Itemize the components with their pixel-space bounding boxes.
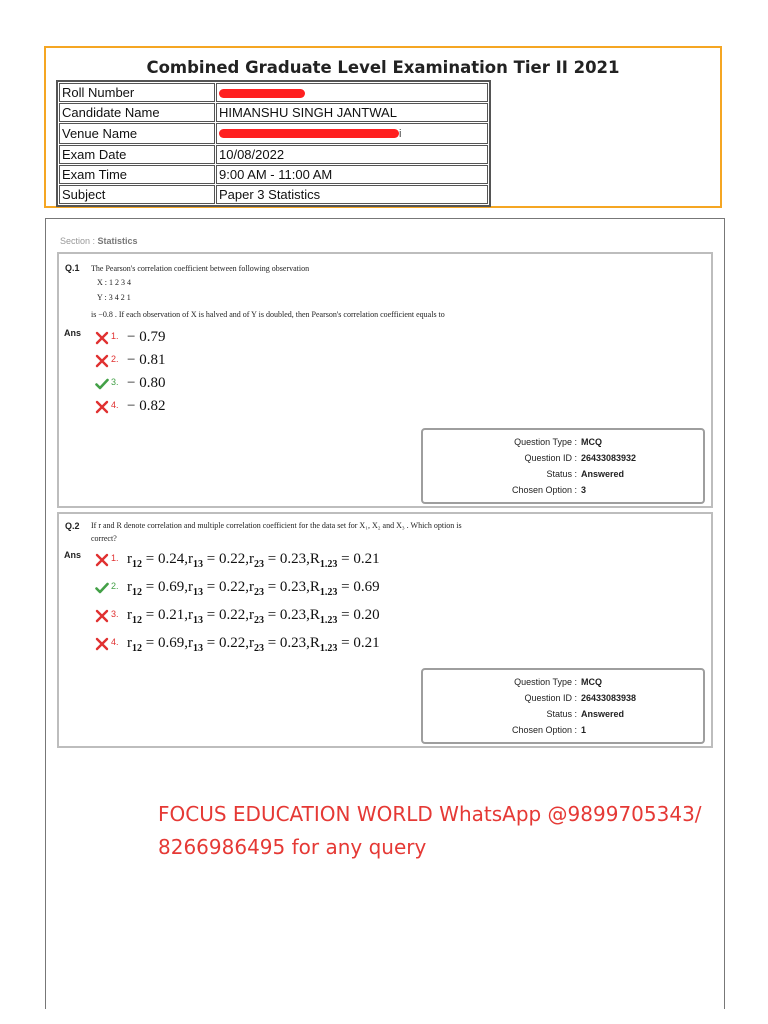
- question-meta-box: [421, 428, 705, 504]
- question-number: Q.1: [65, 263, 80, 273]
- r23-value: 0.23: [279, 551, 307, 567]
- question-text-line: correct?: [91, 534, 117, 543]
- r12-value: 0.69: [157, 579, 185, 595]
- cross-icon: [95, 331, 109, 345]
- exam-title: Combined Graduate Level Examination Tier II 2021: [146, 58, 620, 77]
- info-row-subject: [59, 185, 488, 204]
- section-label: [60, 236, 138, 246]
- candidate-info-table: [56, 80, 491, 207]
- info-key: Exam Time: [59, 165, 215, 184]
- option-number: 3.: [111, 377, 119, 387]
- info-key: Subject: [59, 185, 215, 204]
- ans-label: Ans: [64, 328, 82, 338]
- question-text-line: is −0.8 . If each observation of X is halved and of Y is doubled, then Pearson's correlation coefficient equals to: [91, 310, 445, 319]
- question-card-1: [57, 252, 713, 508]
- option-number: 3.: [111, 609, 119, 619]
- meta-label-status: Status :: [546, 709, 577, 719]
- meta-label-status: Status :: [546, 469, 577, 479]
- option-value: − 0.80: [127, 375, 166, 391]
- r13-value: 0.22: [218, 579, 246, 595]
- meta-value-status: Answered: [581, 469, 625, 479]
- R123-value: 0.21: [353, 635, 380, 651]
- question-text-line: X : 1 2 3 4: [97, 278, 131, 287]
- r12-value: 0.21: [157, 607, 185, 623]
- question-text-line: The Pearson's correlation coefficient between following observation: [91, 264, 310, 273]
- cross-icon: [95, 553, 109, 567]
- cross-icon: [95, 609, 109, 623]
- info-key: Candidate Name: [59, 103, 215, 122]
- info-row-name: [59, 103, 488, 122]
- info-value-roll: [216, 83, 488, 102]
- meta-label-type: Question Type :: [514, 677, 577, 687]
- promo-footer: [158, 798, 738, 864]
- info-value: Paper 3 Statistics: [216, 185, 488, 204]
- info-value-venue: [216, 123, 488, 144]
- question-text-line: Y : 3 4 2 1: [97, 293, 131, 302]
- cross-icon: [95, 637, 109, 651]
- venue-tail-text: i: [399, 128, 402, 140]
- meta-value-id: 26433083938: [581, 693, 637, 703]
- r23-value: 0.23: [279, 607, 307, 623]
- option-formula: $r_{12} = 0.69,r_{13} = 0.22,r_{23} = 0.23,R_{1.23} = 0.69$: [127, 579, 380, 598]
- meta-value-type: MCQ: [581, 677, 602, 687]
- option-formula: $r_{12} = 0.24,r_{13} = 0.22,r_{23} = 0.23,R_{1.23} = 0.21$: [127, 551, 380, 570]
- meta-value-id: 26433083932: [581, 453, 637, 463]
- redaction-mark: [219, 89, 305, 98]
- option-number: 4.: [111, 637, 119, 647]
- info-key: Venue Name: [59, 123, 215, 144]
- promo-line-2: 8266986495 for any query: [158, 835, 427, 859]
- R123-value: 0.21: [353, 551, 380, 567]
- option-number: 2.: [111, 354, 119, 364]
- promo-line-1: FOCUS EDUCATION WORLD WhatsApp @9899705343/: [158, 802, 702, 826]
- meta-value-chosen: 1: [581, 725, 587, 735]
- r13-value: 0.22: [218, 551, 246, 567]
- section-name: Statistics: [97, 236, 138, 246]
- ans-label: Ans: [64, 550, 82, 560]
- question-text-line: If r and R denote correlation and multiple correlation coefficient for the data set for X₁, X₂ and X₃ . Which option is: [91, 521, 462, 530]
- option-value: − 0.79: [127, 329, 166, 345]
- question-meta-box: [421, 668, 705, 744]
- check-icon: [95, 377, 109, 391]
- option-number: 1.: [111, 553, 119, 563]
- info-value: HIMANSHU SINGH JANTWAL: [216, 103, 488, 122]
- meta-value-status: Answered: [581, 709, 625, 719]
- cross-icon: [95, 400, 109, 414]
- r23-value: 0.23: [279, 579, 307, 595]
- redaction-mark: [219, 128, 402, 140]
- meta-label-chosen: Chosen Option :: [511, 725, 577, 735]
- R123-value: 0.69: [353, 579, 380, 595]
- info-row-time: [59, 165, 488, 184]
- meta-value-chosen: 3: [581, 485, 587, 495]
- question-card-2: [57, 512, 713, 748]
- r13-value: 0.22: [218, 635, 246, 651]
- info-value: 10/08/2022: [216, 145, 488, 164]
- option-formula: $r_{12} = 0.21,r_{13} = 0.22,r_{23} = 0.23,R_{1.23} = 0.20$: [127, 607, 380, 626]
- info-key: Roll Number: [59, 83, 215, 102]
- meta-label-id: Question ID :: [524, 693, 577, 703]
- check-icon: [95, 581, 109, 595]
- r13-value: 0.22: [218, 607, 246, 623]
- option-value: − 0.81: [127, 352, 166, 368]
- meta-label-type: Question Type :: [514, 437, 577, 447]
- option-number: 1.: [111, 331, 119, 341]
- info-value: 9:00 AM - 11:00 AM: [216, 165, 488, 184]
- option-number: 2.: [111, 581, 119, 591]
- r23-value: 0.23: [279, 635, 307, 651]
- option-formula: $r_{12} = 0.69,r_{13} = 0.22,r_{23} = 0.23,R_{1.23} = 0.21$: [127, 635, 380, 654]
- meta-label-chosen: Chosen Option :: [511, 485, 577, 495]
- meta-label-id: Question ID :: [524, 453, 577, 463]
- info-row-date: [59, 145, 488, 164]
- R123-value: 0.20: [353, 607, 380, 623]
- cross-icon: [95, 354, 109, 368]
- section-prefix: Section :: [60, 236, 98, 246]
- option-number: 4.: [111, 400, 119, 410]
- info-row-venue: [59, 123, 488, 144]
- r12-value: 0.24: [157, 551, 185, 567]
- info-key: Exam Date: [59, 145, 215, 164]
- r12-value: 0.69: [157, 635, 185, 651]
- option-value: − 0.82: [127, 398, 166, 414]
- meta-value-type: MCQ: [581, 437, 602, 447]
- question-number: Q.2: [65, 521, 80, 531]
- info-row-roll: [59, 83, 488, 102]
